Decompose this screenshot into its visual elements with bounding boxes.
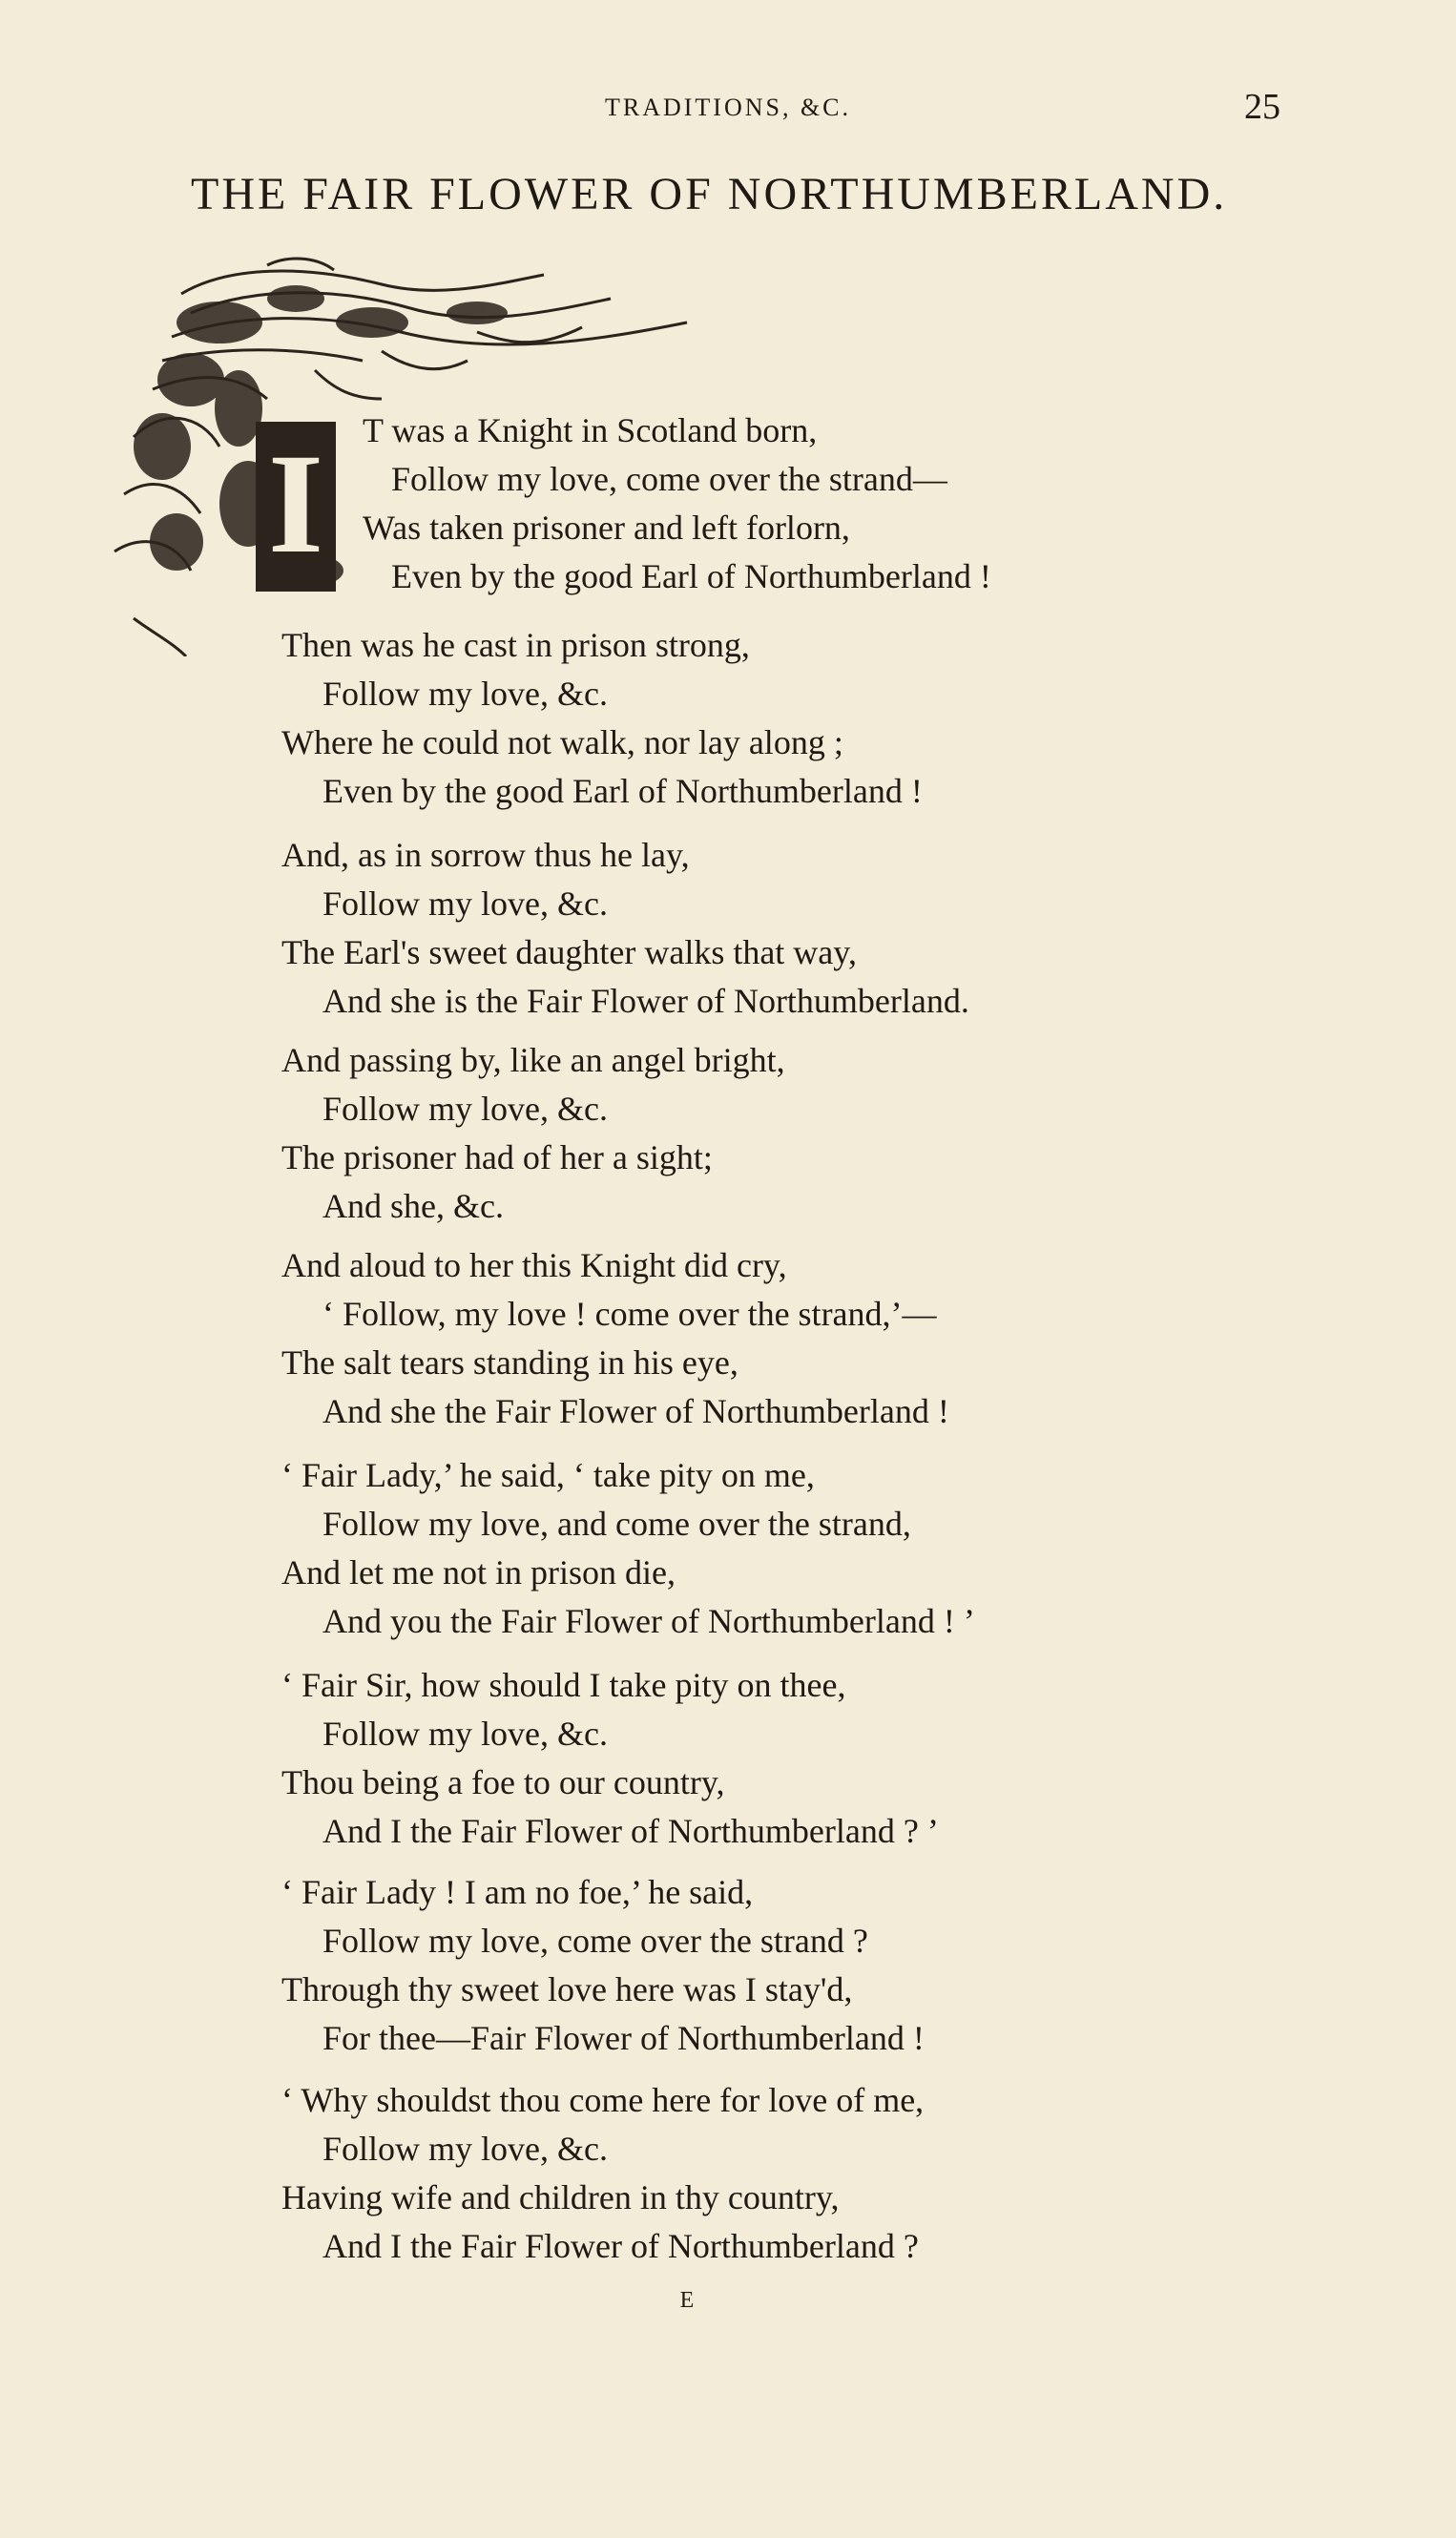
poem-line: And I the Fair Flower of Northumberland ? (322, 2227, 919, 2265)
poem-line: And passing by, like an angel bright, (281, 1041, 785, 1079)
poem-title: THE FAIR FLOWER OF NORTHUMBERLAND. (191, 169, 1228, 219)
poem-line: Follow my love, come over the strand— (391, 460, 947, 498)
poem-line: And she, &c. (322, 1187, 504, 1225)
signature-mark: E (679, 2288, 695, 2313)
poem-line: Follow my love, &c. (322, 1715, 608, 1753)
poem-line: Where he could not walk, nor lay along ; (281, 723, 843, 761)
drop-cap-letter: I (267, 425, 324, 583)
poem-line: And I the Fair Flower of Northumberland ? ’ (322, 1812, 939, 1850)
poem-line: For thee—Fair Flower of Northumberland ! (322, 2019, 925, 2057)
decorative-initial-ornament (95, 256, 840, 656)
poem-line: Follow my love, &c. (322, 675, 608, 713)
poem-line: Even by the good Earl of Northumberland ! (391, 557, 991, 595)
poem-line: Thou being a foe to our country, (281, 1763, 725, 1801)
poem-line: Follow my love, &c. (322, 1090, 608, 1128)
poem-line: ‘ Fair Sir, how should I take pity on thee, (281, 1666, 846, 1704)
poem-line: And let me not in prison die, (281, 1553, 676, 1591)
poem-line: Even by the good Earl of Northumberland ! (322, 772, 923, 810)
poem-line: And aloud to her this Knight did cry, (281, 1246, 787, 1284)
poem-line: Having wife and children in thy country, (281, 2178, 840, 2216)
poem-line: The Earl's sweet daughter walks that way, (281, 933, 857, 971)
poem-line: ‘ Fair Lady,’ he said, ‘ take pity on me, (281, 1456, 815, 1494)
poem-line: And she is the Fair Flower of Northumberland. (322, 982, 969, 1020)
poem-line: ‘ Follow, my love ! come over the strand,’— (322, 1295, 937, 1333)
poem-line: Follow my love, and come over the strand, (322, 1505, 911, 1543)
poem-line: Follow my love, &c. (322, 2130, 608, 2168)
poem-line: The prisoner had of her a sight; (281, 1138, 713, 1176)
poem-line: Then was he cast in prison strong, (281, 626, 750, 664)
running-head: TRADITIONS, &C. (604, 94, 852, 121)
poem-line: ‘ Fair Lady ! I am no foe,’ he said, (281, 1873, 754, 1911)
poem-line: ‘ Why shouldst thou come here for love of me, (281, 2081, 925, 2119)
poem-line: The salt tears standing in his eye, (281, 1343, 738, 1382)
poem-line: And you the Fair Flower of Northumberland ! ’ (322, 1602, 975, 1640)
poem-line: And she the Fair Flower of Northumberland ! (322, 1392, 949, 1430)
page-number: 25 (1244, 87, 1280, 127)
poem-line: Through thy sweet love here was I stay'd, (281, 1970, 853, 2008)
poem-line: Follow my love, &c. (322, 884, 608, 923)
poem-line: T was a Knight in Scotland born, (363, 411, 818, 449)
poem-line: Was taken prisoner and left forlorn, (363, 509, 850, 547)
poem-line: Follow my love, come over the strand ? (322, 1922, 868, 1960)
poem-line: And, as in sorrow thus he lay, (281, 836, 690, 874)
